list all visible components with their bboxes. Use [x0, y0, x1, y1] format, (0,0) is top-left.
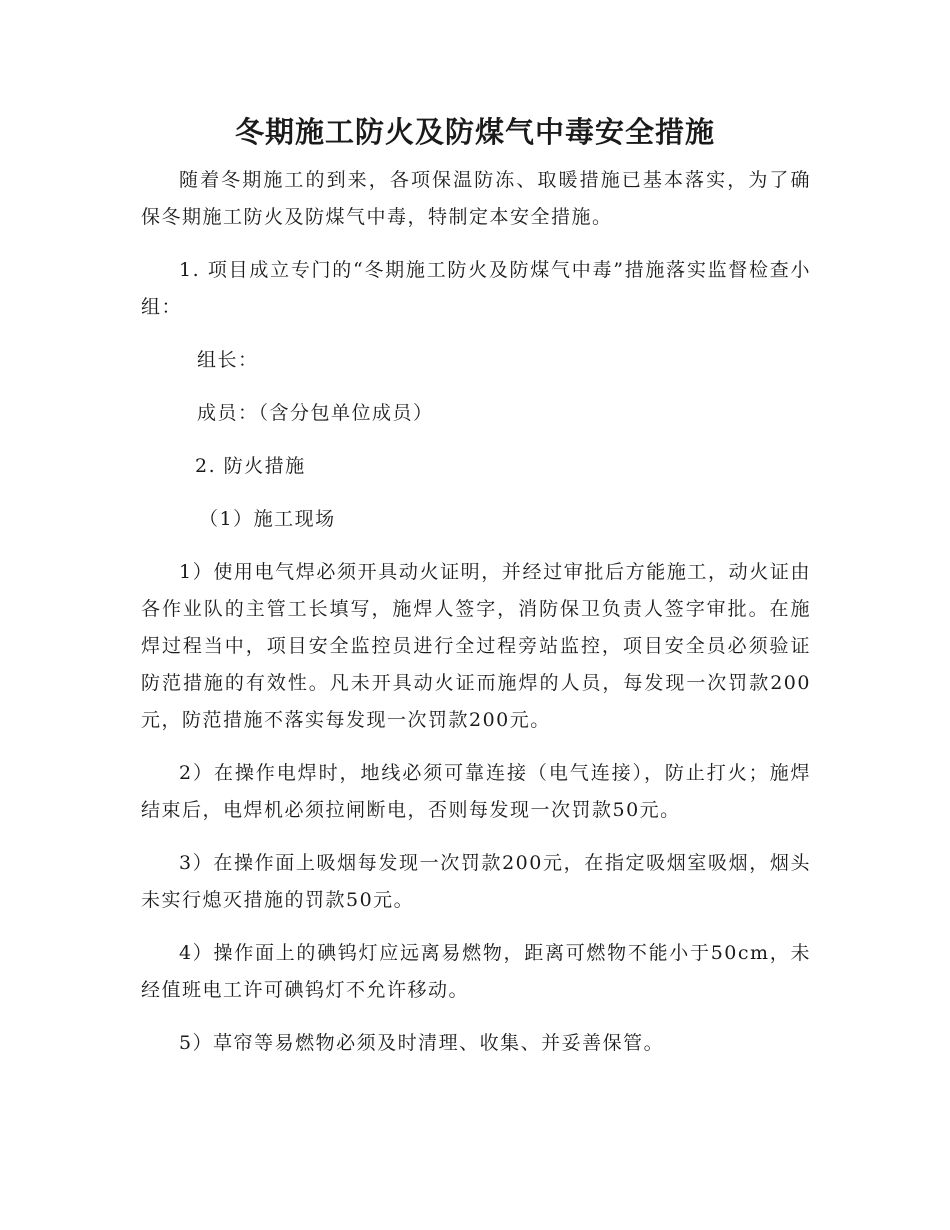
subsection-1-heading: （1）施工现场 — [199, 508, 336, 530]
section-1-heading: 1. 项目成立专门的“冬期施工防火及防煤气中毒”措施落实监督检查小组： — [141, 259, 811, 318]
rule-4-paragraph: 4）操作面上的碘钨灯应远离易燃物，距离可燃物不能小于50cm，未经值班电工许可碘钨灯不允许移动。 — [141, 942, 811, 1001]
team-members-line: 成员：（含分包单位成员） — [197, 402, 434, 424]
team-leader-line: 组长： — [197, 349, 259, 371]
document-body — [141, 162, 811, 1078]
rule-3-paragraph: 3）在操作面上吸烟每发现一次罚款200元，在指定吸烟室吸烟，烟头未实行熄灭措施的罚款50元。 — [141, 852, 811, 911]
intro-paragraph: 随着冬期施工的到来，各项保温防冻、取暖措施已基本落实，为了确保冬期施工防火及防煤气中毒，特制定本安全措施。 — [141, 169, 811, 228]
rule-2-paragraph: 2）在操作电焊时，地线必须可靠连接（电气连接），防止打火；施焊结束后，电焊机必须拉闸断电，否则每发现一次罚款50元。 — [141, 762, 811, 821]
rule-1-paragraph: 1）使用电气焊必须开具动火证明，并经过审批后方能施工，动火证由各作业队的主管工长填写，施焊人签字，消防保卫负责人签字审批。在施焊过程当中，项目安全监控员进行全过程旁站监控，项目安全员必须验证防范措施的有效性。凡未开具动火证而施焊的人员，每发现一次罚款200元，防范措施不落实每发现一次罚款200元。 — [141, 561, 811, 731]
document-title: 冬期施工防火及防煤气中毒安全措施 — [234, 115, 715, 149]
section-2-heading: 2. 防火措施 — [195, 455, 306, 477]
rule-5-paragraph: 5）草帘等易燃物必须及时清理、收集、并妥善保管。 — [179, 1032, 665, 1054]
